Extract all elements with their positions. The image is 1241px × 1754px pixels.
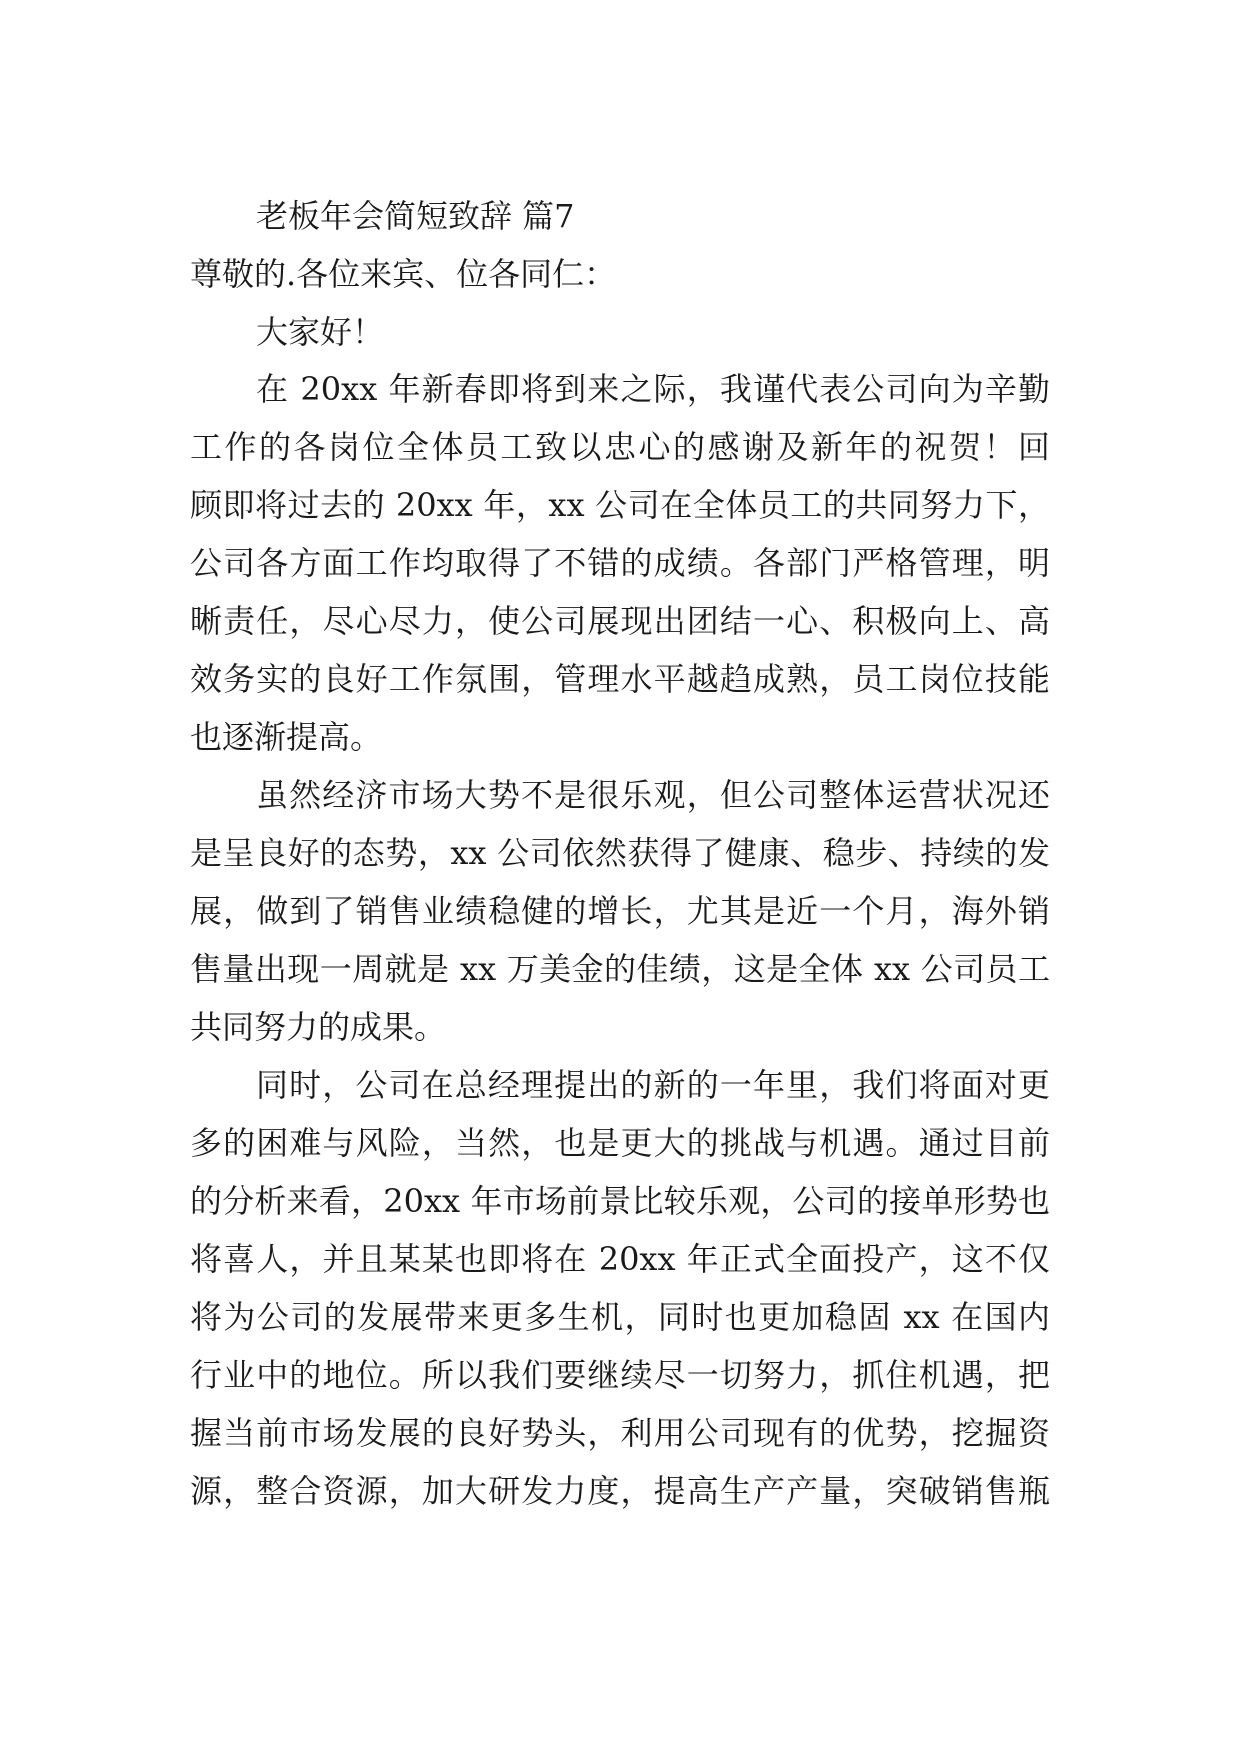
paragraph-1-line: 晰责任，尽心尽力，使公司展现出团结一心、积极向上、高 (190, 602, 1050, 640)
paragraph-1-line: 也逐渐提高。 (190, 718, 383, 756)
paragraph-3-line: 的分析来看，20xx 年市场前景比较乐观，公司的接单形势也 (190, 1182, 1050, 1220)
paragraph-2-line: 虽然经济市场大势不是很乐观，但公司整体运营状况还 (256, 776, 1050, 814)
paragraph-2-line: 共同努力的成果。 (190, 1008, 447, 1046)
paragraph-3-line: 多的困难与风险，当然，也是更大的挑战与机遇。通过目前 (190, 1124, 1050, 1162)
document-title: 老板年会简短致辞 篇7 (256, 197, 575, 235)
paragraph-1-line: 顾即将过去的 20xx 年，xx 公司在全体员工的共同努力下， (190, 486, 1050, 524)
paragraph-1-line: 在 20xx 年新春即将到来之际，我谨代表公司向为辛勤 (256, 370, 1050, 408)
paragraph-1-line: 工作的各岗位全体员工致以忠心的感谢及新年的祝贺！回 (190, 428, 1050, 466)
paragraph-3-line: 握当前市场发展的良好势头，利用公司现有的优势，挖掘资 (190, 1414, 1050, 1452)
paragraph-3-line: 行业中的地位。所以我们要继续尽一切努力，抓住机遇，把 (190, 1356, 1050, 1394)
greeting: 大家好！ (256, 313, 385, 351)
paragraph-3-line: 同时，公司在总经理提出的新的一年里，我们将面对更 (256, 1066, 1050, 1104)
paragraph-2-line: 是呈良好的态势，xx 公司依然获得了健康、稳步、持续的发 (190, 834, 1050, 872)
paragraph-2-line: 展，做到了销售业绩稳健的增长，尤其是近一个月，海外销 (190, 892, 1050, 930)
paragraph-1-line: 公司各方面工作均取得了不错的成绩。各部门严格管理，明 (190, 544, 1050, 582)
paragraph-2-line: 售量出现一周就是 xx 万美金的佳绩，这是全体 xx 公司员工 (190, 950, 1050, 988)
paragraph-3-line: 将为公司的发展带来更多生机，同时也更加稳固 xx 在国内 (190, 1298, 1050, 1336)
paragraph-1-line: 效务实的良好工作氛围，管理水平越趋成熟，员工岗位技能 (190, 660, 1050, 698)
paragraph-3-line: 将喜人，并且某某也即将在 20xx 年正式全面投产，这不仅 (190, 1240, 1050, 1278)
paragraph-3-line: 源，整合资源，加大研发力度，提高生产产量，突破销售瓶 (190, 1472, 1050, 1510)
salutation: 尊敬的.各位来宾、位各同仁： (190, 255, 617, 293)
